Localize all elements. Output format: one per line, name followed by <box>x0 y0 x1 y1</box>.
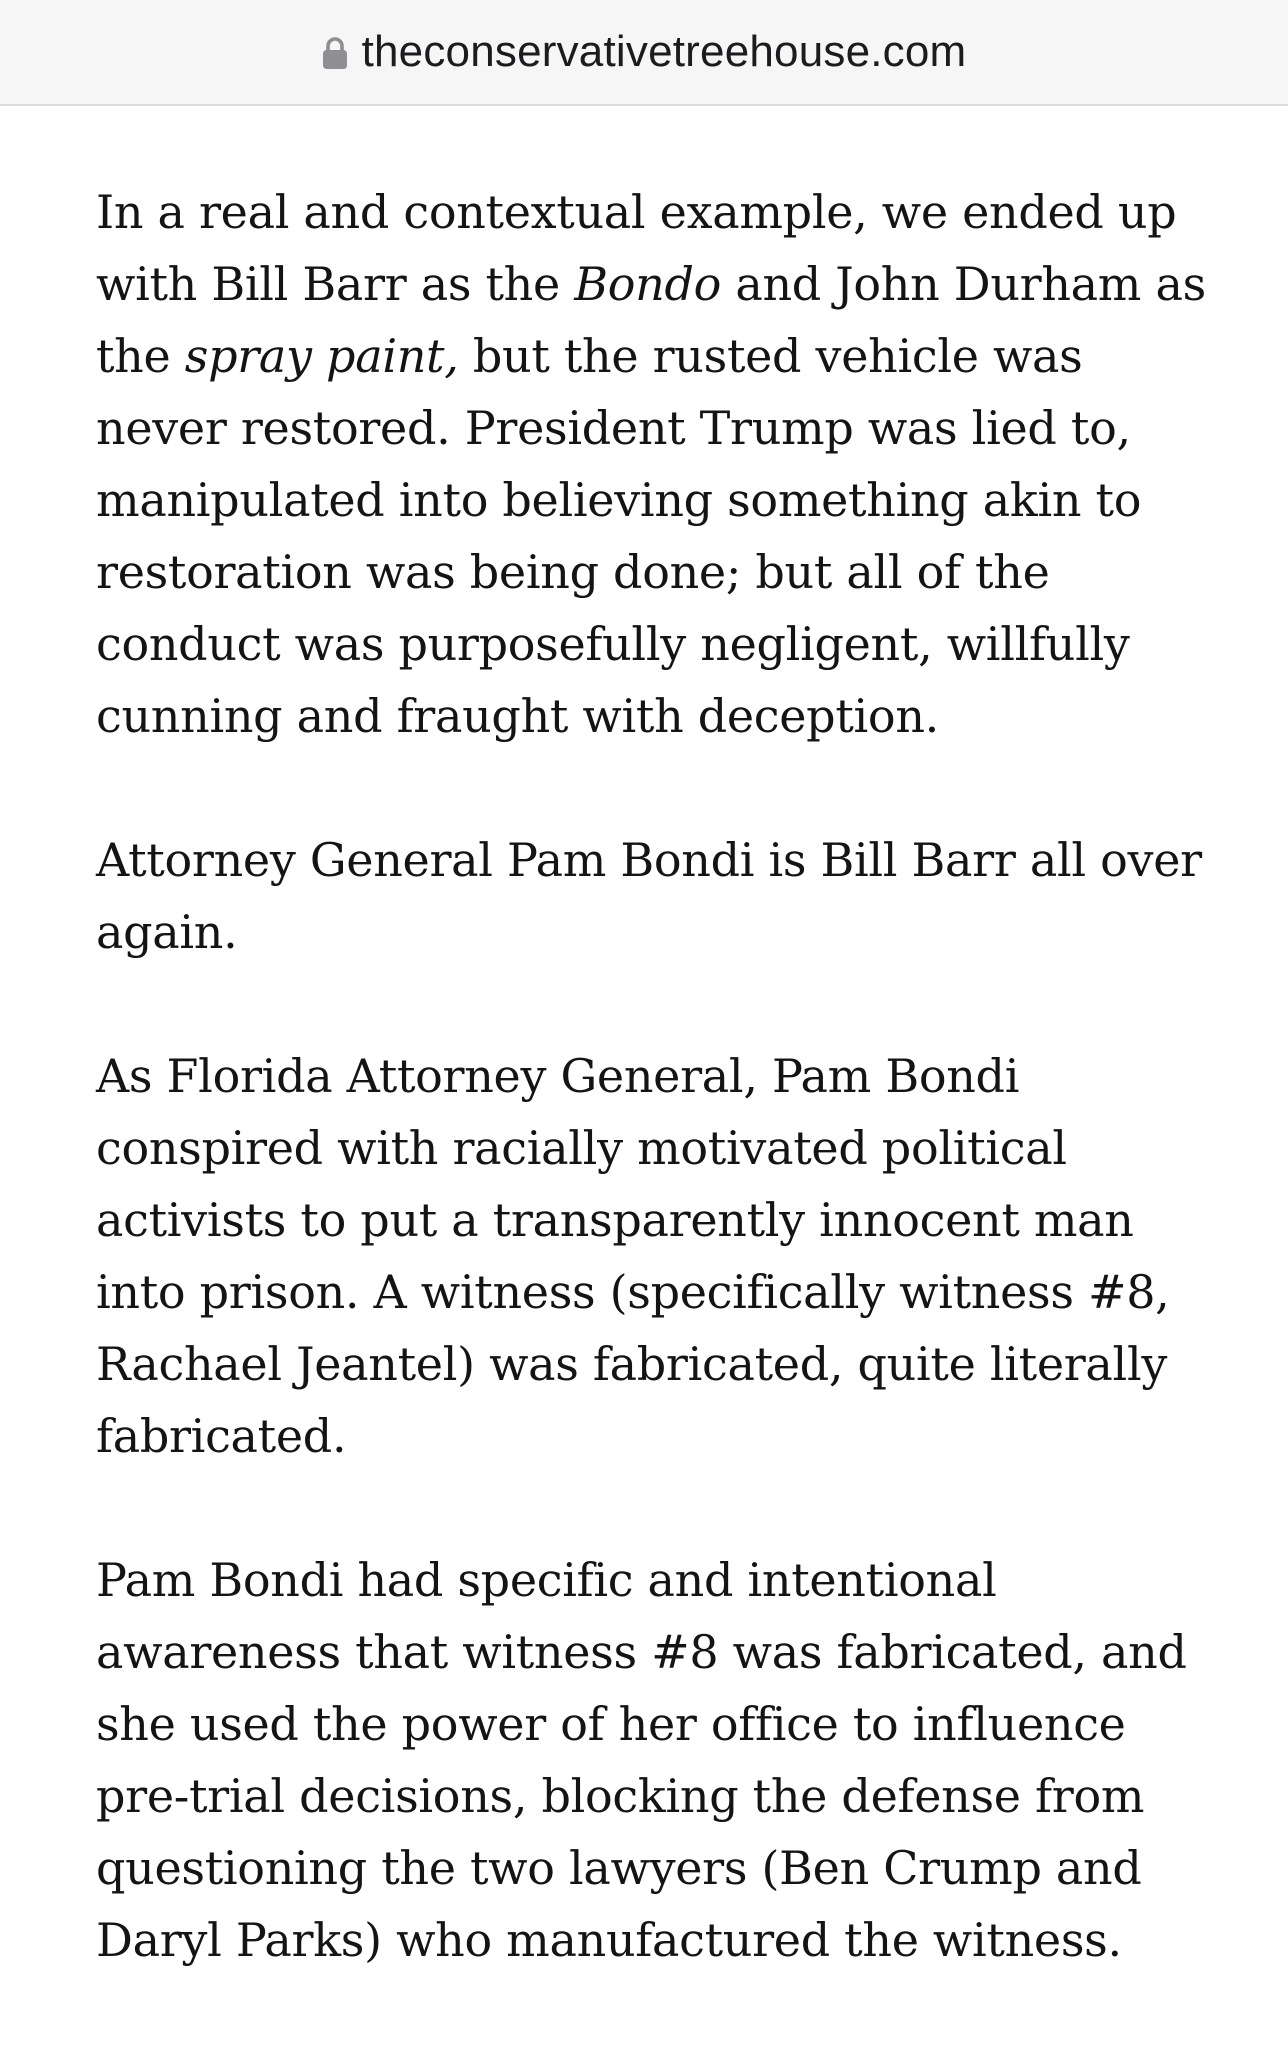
paragraph-1-text-c: but the rusted vehicle was never restored. President Trump was lied to, manipulated into believing something akin to restoration was being done; but all of the conduct was purposefully negligent, willfully cunning and fraught with deception. <box>96 329 1142 743</box>
paragraph-3: As Florida Attorney General, Pam Bondi conspired with racially motivated political activists to put a transparently innocent man into prison. A witness (specifically witness #8, Rachael Jeantel) was fabricated, quite literally fabricated. <box>96 1049 1170 1463</box>
lock-icon <box>322 36 348 70</box>
paragraph-1 <box>96 176 1226 752</box>
paragraph-1-italic-bondo: Bondo <box>574 257 721 311</box>
paragraph-1-text-b: and John Durham as the <box>96 257 1206 383</box>
article-body <box>96 176 1226 2048</box>
address-bar[interactable] <box>0 0 1288 106</box>
paragraph-1-italic-spray-paint: spray paint, <box>184 329 459 383</box>
paragraph-4: Pam Bondi had specific and intentional awareness that witness #8 was fabricated, and she used the power of her office to influence pre-trial decisions, blocking the defense from questioning the two lawyers (Ben Crump and Daryl Parks) who manufactured the witness. <box>96 1553 1187 1967</box>
paragraph-1-text-a: In a real and contextual example, we ended up with Bill Barr as the <box>96 185 1177 311</box>
paragraph-2: Attorney General Pam Bondi is Bill Barr all over again. <box>96 833 1202 959</box>
address-bar-content <box>322 27 967 77</box>
url-text: theconservativetreehouse.com <box>361 27 967 76</box>
